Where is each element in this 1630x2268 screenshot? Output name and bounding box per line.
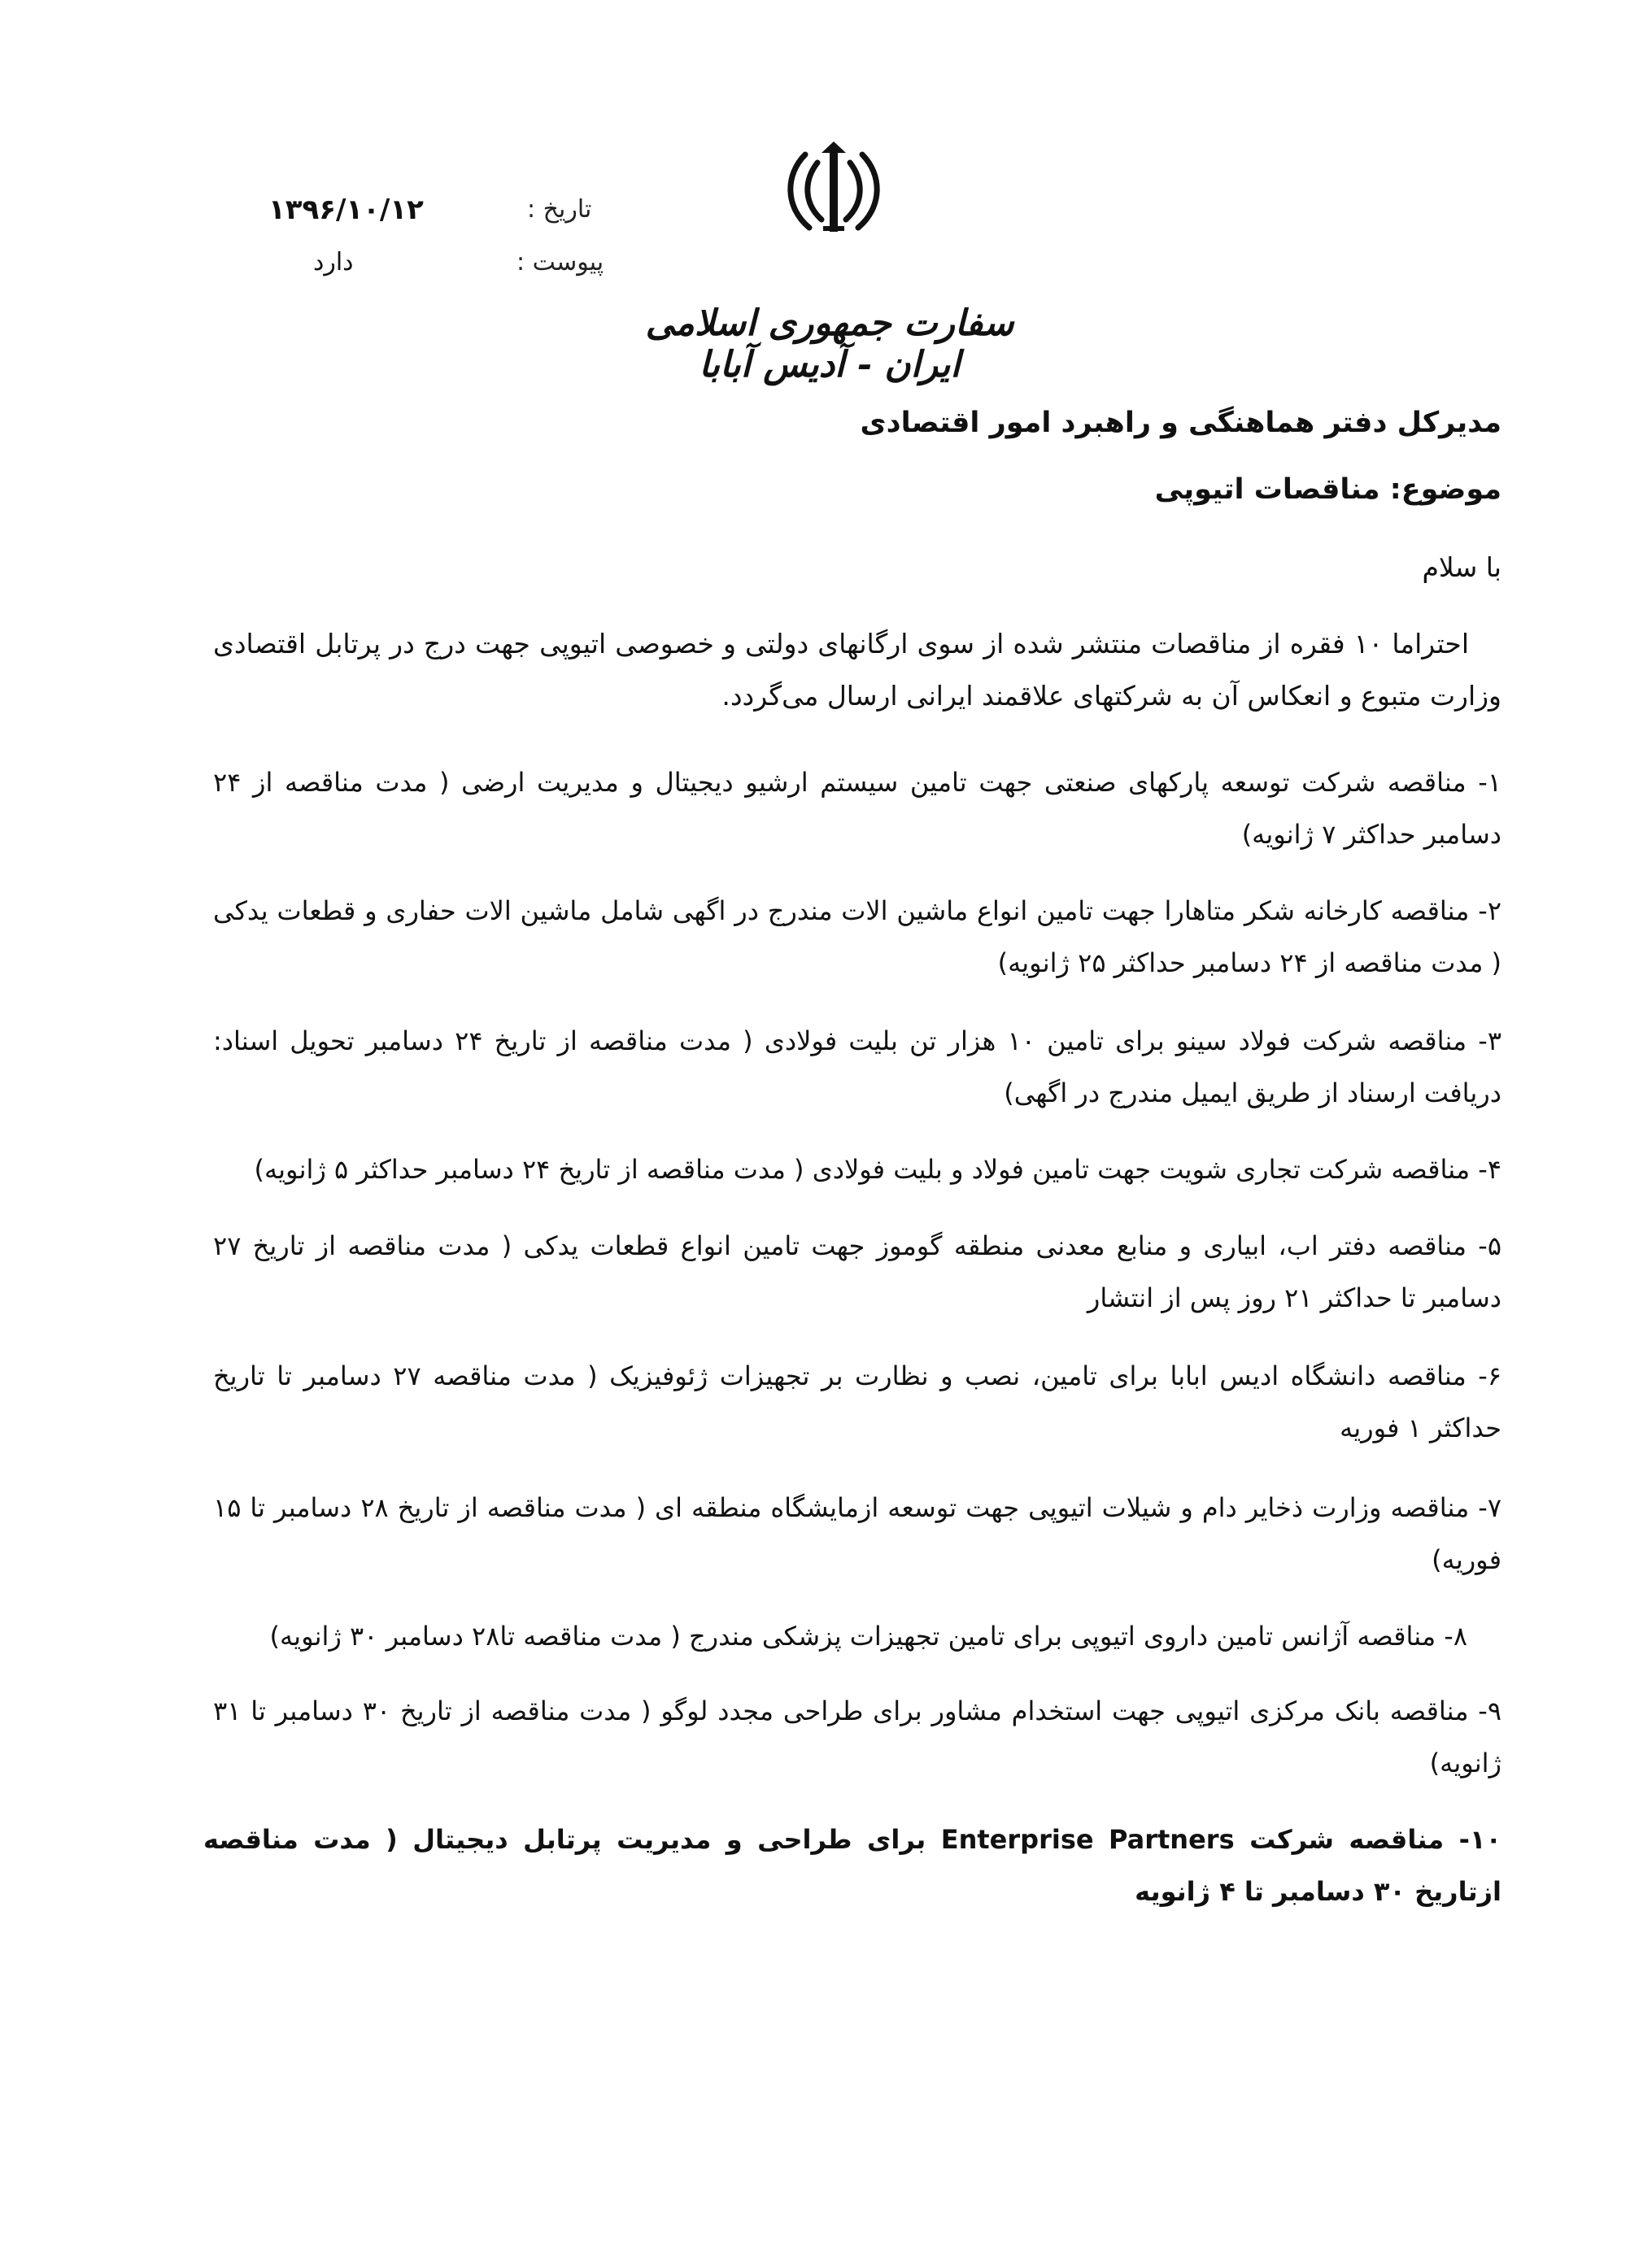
list-item: ۶- مناقصه دانشگاه ادیس ابابا برای تامین، نصب و نظارت بر تجهیزات ژئوفیزیک ( مدت مناقصه ۲۷ دسامبر تا تاریخ حداکثر ۱ فوریه (213, 1360, 1502, 1443)
list-item: ۳- مناقصه شرکت فولاد سینو برای تامین ۱۰ هزار تن بلیت فولادی ( مدت مناقصه از تاریخ ۲۴ دسامبر تحویل اسناد: دریافت ارسناد از طریق ایمیل مندرج در اگهی) (213, 1025, 1502, 1108)
list-item: ۹- مناقصه بانک مرکزی اتیوپی جهت استخدام مشاور برای طراحی مجدد لوگو ( مدت مناقصه از تاریخ ۳۰ دسامبر تا ۳۱ ژانویه) (213, 1696, 1502, 1778)
list-item: ۲- مناقصه کارخانه شکر متاهارا جهت تامین انواع ماشین الات مندرج در اگهی شامل ماشین الات حفاری و قطعات یدکی ( مدت مناقصه از ۲۴ دسامبر حداکثر ۲۵ ژانویه) (213, 895, 1501, 978)
salutation: با سلام (1422, 551, 1501, 583)
attachment-value: دارد (313, 248, 354, 276)
subject: موضوع: مناقصات اتیوپی (1154, 473, 1501, 506)
list-item: ۸- مناقصه آژانس تامین داروی اتیوپی برای تامین تجهیزات پزشکی مندرج ( مدت مناقصه تا۲۸ دسامبر ۳۰ ژانویه) (269, 1621, 1467, 1652)
list-item: ۱۰- مناقصه شرکت Enterprise Partners برای طراحی و مدیریت پرتابل دیجیتال ( مدت مناقصه ازتاریخ ۳۰ دسامبر تا ۴ ژانویه (203, 1824, 1502, 1907)
date-label: تاریخ : (527, 195, 592, 224)
date-value: ۱۳۹۶/۱۰/۱۲ (268, 194, 424, 226)
list-item: ۴- مناقصه شرکت تجاری شویت جهت تامین فولاد و بلیت فولادی ( مدت مناقصه از تاریخ ۲۴ دسامبر حداکثر ۵ ژانویه) (254, 1154, 1501, 1185)
iran-emblem-icon (781, 138, 887, 244)
intro-text: احتراما ۱۰ فقره از مناقصات منتشر شده از سوی ارگانهای دولتی و خصوصی اتیوپی جهت درج در پرتابل اقتصادی وزارت متبوع و انعکاس آن به شرکتهای علاقمند ایرانی ارسال می‌گردد. (213, 628, 1501, 712)
addressee: مدیرکل دفتر هماهنگی و راهبرد امور اقتصادی (860, 407, 1501, 439)
list-item: ۵- مناقصه دفتر اب، ابیاری و منابع معدنی منطقه گوموز جهت تامین انواع قطعات یدکی ( مدت مناقصه از تاریخ ۲۷ دسامبر تا حداکثر ۲۱ روز پس از انتشار (213, 1230, 1501, 1313)
embassy-name: سفارت جمهوری اسلامی ایران - آدیس آبابا (645, 303, 1014, 385)
list-item: ۱- مناقصه شرکت توسعه پارکهای صنعتی جهت تامین سیستم ارشیو دیجیتال و مدیریت ارضی ( مدت مناقصه از ۲۴ دسامبر حداکثر ۷ ژانویه) (213, 767, 1501, 850)
attachment-label: پیوست : (516, 248, 604, 276)
intro-paragraph (213, 618, 1501, 722)
list-item: ۷- مناقصه وزارت ذخایر دام و شیلات اتیوپی جهت توسعه ازمایشگاه منطقه ای ( مدت مناقصه از تاریخ ۲۸ دسامبر تا ۱۵ فوریه) (213, 1492, 1502, 1575)
